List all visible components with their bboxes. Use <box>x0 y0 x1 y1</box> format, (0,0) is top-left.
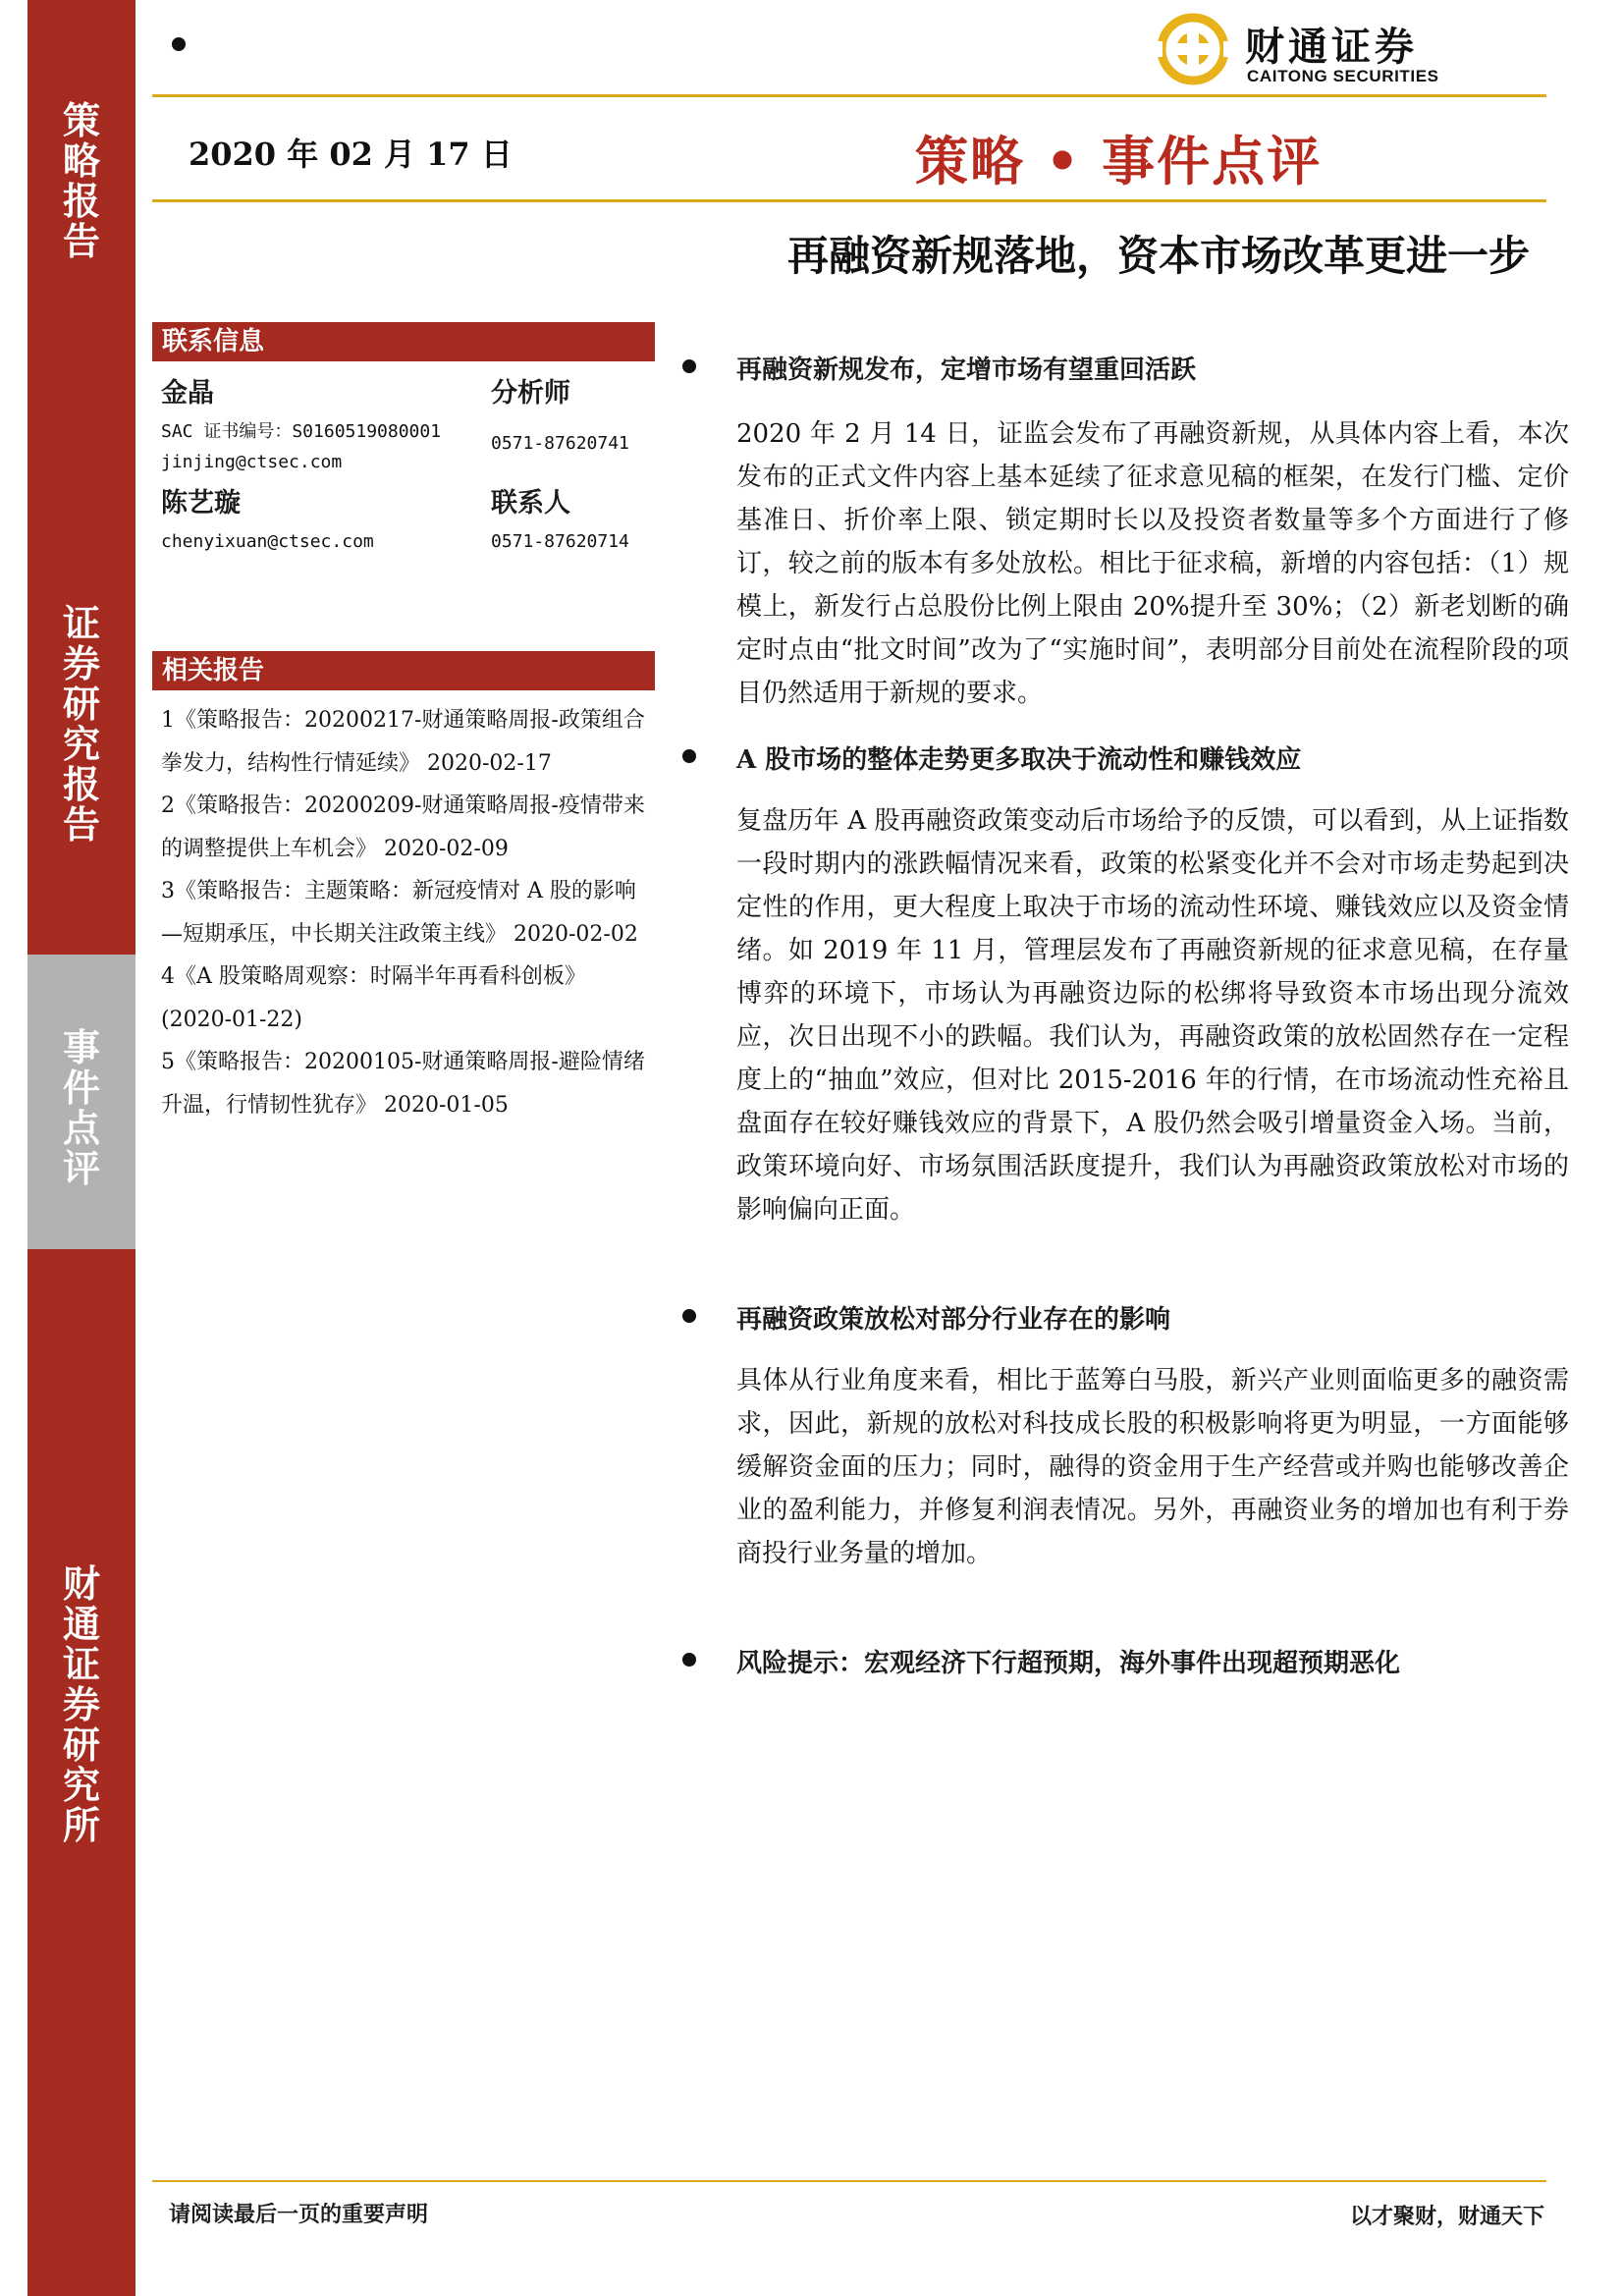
section-body: 具体从行业角度来看，相比于蓝筹白马股，新兴产业则面临更多的融资需求，因此，新规的放松对科技成长股的积极影响将更为明显，一方面能够缓解资金面的压力；同时，融得的资金用于生产经营或并购也能够改善企业的盈利能力，并修复利润表情况。另外，再融资业务的增加也有利于券商投行业务量的增加。 <box>736 1366 1569 1568</box>
risk-warning: 风险提示：宏观经济下行超预期，海外事件出现超预期恶化 <box>736 1649 1401 1678</box>
sidebar-label-research-report: 证 券 研 究 报 告 <box>62 601 100 847</box>
section-body: 2020 年 2 月 14 日，证监会发布了再融资新规，从具体内容上看，本次发布的正式文件内容上基本延续了征求意见稿的框架，在发行门槛、定价基准日、折价率上限、锁定期时长以及投资者数量等多个方面进行了修订，较之前的版本有多处放松。相比于征求稿，新增的内容包括：（1）规模上，新发行占总股份比例上限由 20%提升至 30%；（2）新老划断的确定时点由“批文时间”改为了“实施时间”，表明部分目前处在流程阶段的项目仍然适用于新规的要求。 <box>736 419 1569 708</box>
sidebar <box>27 0 135 2296</box>
related-report-item[interactable]: 4《A 股策略周观察：时隔半年再看科创板》(2020-01-22) <box>161 964 586 1032</box>
analyst1-role: 分析师 <box>491 378 570 409</box>
contact-heading: 联系信息 <box>152 322 655 361</box>
analyst1-phone: 0571-87620741 <box>491 433 629 454</box>
section-title: A 股市场的整体走势更多取决于流动性和赚钱效应 <box>736 745 1302 775</box>
analyst2-role: 联系人 <box>491 488 570 519</box>
sidebar-label-event-review: 事 件 点 评 <box>62 1025 100 1190</box>
related-report-item[interactable]: 1《策略报告：20200217-财通策略周报-政策组合拳发力，结构性行情延续》 2020-02-17 <box>161 708 645 776</box>
related-report-item[interactable]: 5《策略报告：20200105-财通策略周报-避险情绪升温，行情韧性犹存》 2020-01-05 <box>161 1050 645 1118</box>
footer-disclaimer-note: 请阅读最后一页的重要声明 <box>169 2202 429 2227</box>
section-bullet <box>682 1309 696 1323</box>
footer-slogan: 以才聚财，财通天下 <box>1349 2204 1544 2229</box>
analyst2-name: 陈艺璇 <box>161 488 241 519</box>
header-divider-bottom <box>152 199 1546 202</box>
section-body: 复盘历年 A 股再融资政策变动后市场给予的反馈，可以看到，从上证指数一段时期内的涨跌幅情况来看，政策的松紧变化并不会对市场走势起到决定性的作用，更大程度上取决于市场的流动性环境、赚钱效应以及资金情绪。如 2019 年 11 月，管理层发布了再融资新规的征求意见稿，在存量博弈的环境下，市场认为再融资边际的松绑将导致资本市场出现分流效应，次日出现不小的跌幅。我们认为，再融资政策的放松固然存在一定程度上的“抽血”效应，但对比 2015-2016 年的行情，在市场流动性充裕且盘面存在较好赚钱效应的背景下，A 股仍然会吸引增量资金入场。当前，政策环境向好、市场氛围活跃度提升，我们认为再融资政策放松对市场的影响偏向正面。 <box>736 806 1569 1225</box>
analyst2-phone: 0571-87620714 <box>491 531 629 552</box>
logo-chinese-name: 财通证券 <box>1245 25 1418 70</box>
analyst1-name: 金晶 <box>161 378 214 409</box>
section-bullet <box>682 1653 696 1667</box>
related-report-item[interactable]: 2《策略报告：20200209-财通策略周报-疫情带来的调整提供上车机会》 2020-02-09 <box>161 793 645 861</box>
section-bullet <box>682 749 696 763</box>
caitong-logo-icon <box>1149 12 1237 86</box>
section-title: 再融资新规发布，定增市场有望重回活跃 <box>736 355 1197 385</box>
sidebar-label-institute: 财 通 证 券 研 究 所 <box>62 1561 100 1847</box>
analyst2-email[interactable]: chenyixuan@ctsec.com <box>161 531 374 552</box>
logo-english-name: CAITONG SECURITIES <box>1247 67 1439 85</box>
analyst1-email[interactable]: jinjing@ctsec.com <box>161 452 343 472</box>
section-bullet <box>682 359 696 373</box>
related-reports-list <box>161 699 652 1126</box>
report-title: 再融资新规落地，资本市场改革更进一步 <box>786 232 1530 280</box>
header-divider-top <box>152 94 1546 97</box>
footer-divider <box>152 2180 1546 2182</box>
related-report-item[interactable]: 3《策略报告：主题策略：新冠疫情对 A 股的影响—短期承压，中长期关注政策主线》 2020-02-02 <box>161 879 638 947</box>
sidebar-label-strategy-report: 策 略 报 告 <box>62 98 100 263</box>
header-dot <box>172 37 186 51</box>
related-reports-heading: 相关报告 <box>152 651 655 690</box>
report-date: 2020 年 02 月 17 日 <box>189 136 513 173</box>
report-category: 策略 • 事件点评 <box>915 130 1323 192</box>
analyst1-sac-number: SAC 证书编号：S0160519080001 <box>161 421 442 442</box>
section-title: 再融资政策放松对部分行业存在的影响 <box>736 1305 1171 1335</box>
